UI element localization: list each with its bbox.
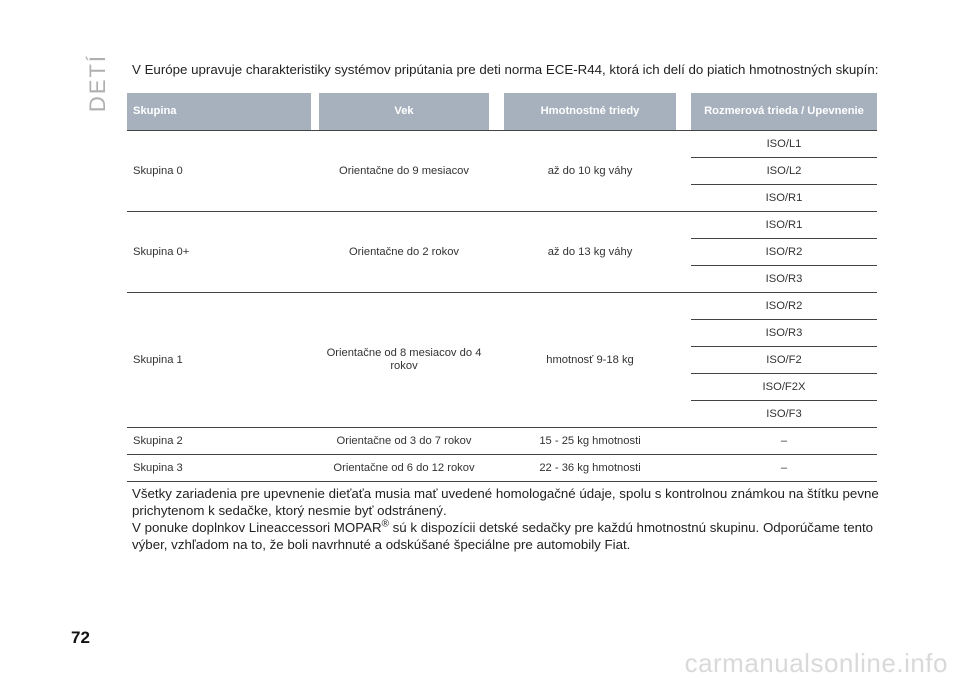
fixing-cell: ISO/L2 — [691, 157, 877, 184]
age-cell: Orientačne od 3 do 7 rokov — [319, 427, 489, 454]
group-cell: Skupina 0+ — [127, 211, 311, 292]
group-cell: Skupina 2 — [127, 427, 311, 454]
fixing-cell: ISO/L1 — [691, 130, 877, 157]
group-cell: Skupina 1 — [127, 292, 311, 427]
mopar-note-end: sú k dispozícii detské sedačky pre každú hmotnostnú skupinu. Odporúčame tento výber, vzhľadom na to, že boli navrhnuté a odskúšané špeciálne pre automobily Fiat. — [132, 520, 874, 552]
weight-cell: až do 10 kg váhy — [504, 130, 676, 211]
table-row — [127, 427, 877, 454]
fixing-cell: – — [691, 454, 877, 482]
mopar-accessories-note — [132, 519, 892, 553]
age-cell: Orientačne od 6 do 12 rokov — [319, 454, 489, 482]
table-row — [127, 130, 877, 157]
weight-cell: 15 - 25 kg hmotnosti — [504, 427, 676, 454]
watermark: carmanualsonline.info — [684, 648, 948, 678]
fixing-cell: ISO/F2 — [691, 346, 877, 373]
section-side-label-text: DETÍ — [85, 53, 110, 113]
fixing-cell: ISO/R1 — [691, 211, 877, 238]
page-number: 72 — [71, 628, 90, 647]
group-cell: Skupina 3 — [127, 454, 311, 482]
fixing-cell: ISO/R2 — [691, 292, 877, 319]
fixing-cell: ISO/R2 — [691, 238, 877, 265]
age-cell: Orientačne do 2 rokov — [319, 211, 489, 292]
header-group: Skupina — [127, 93, 311, 130]
fixing-cell: ISO/R1 — [691, 184, 877, 211]
fixing-cell: ISO/R3 — [691, 319, 877, 346]
header-age: Vek — [319, 93, 489, 130]
header-weight: Hmotnostné triedy — [504, 93, 676, 130]
fixing-cell: ISO/F3 — [691, 400, 877, 427]
child-seat-group-table — [127, 93, 877, 482]
header-size: Rozmerová trieda / Upevnenie — [691, 93, 877, 130]
mopar-note-start: V ponuke doplnkov Lineaccessori MOPAR — [132, 520, 382, 535]
age-cell: Orientačne do 9 mesiacov — [319, 130, 489, 211]
table-row — [127, 454, 877, 482]
weight-cell: až do 13 kg váhy — [504, 211, 676, 292]
fixing-cell: – — [691, 427, 877, 454]
table-row — [127, 292, 877, 319]
registered-mark: ® — [381, 518, 389, 530]
group-cell: Skupina 0 — [127, 130, 311, 211]
section-side-label — [84, 55, 112, 111]
fixing-cell: ISO/R3 — [691, 265, 877, 292]
table-header-row — [127, 93, 877, 130]
intro-paragraph: V Európe upravuje charakteristiky systémov pripútania pre deti norma ECE-R44, ktorá ich delí do piatich hmotnostných skupín: — [132, 62, 879, 77]
age-cell: Orientačne od 8 mesiacov do 4 rokov — [319, 292, 489, 427]
weight-cell: 22 - 36 kg hmotnosti — [504, 454, 676, 482]
weight-cell: hmotnosť 9-18 kg — [504, 292, 676, 427]
table-row — [127, 211, 877, 238]
fixing-cell: ISO/F2X — [691, 373, 877, 400]
homologation-note: Všetky zariadenia pre upevnenie dieťaťa musia mať uvedené homologačné údaje, spolu s kontrolnou známkou na štítku pevne prichytenom k sedačke, ktorý nesmie byť odstránený. — [132, 486, 879, 518]
